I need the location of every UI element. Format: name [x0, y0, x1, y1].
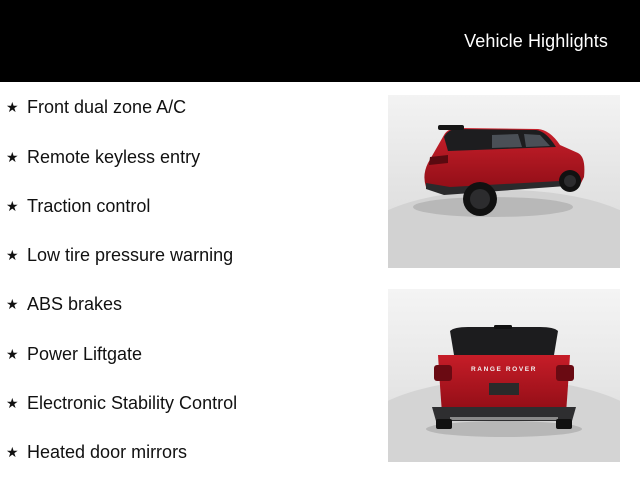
- car-photo: [388, 289, 620, 462]
- list-item: [6, 145, 200, 169]
- list-item: [6, 292, 122, 316]
- header-bar: [0, 0, 640, 82]
- feature-label: Traction control: [27, 195, 151, 216]
- vehicle-photo-rear-quarter: [388, 95, 620, 268]
- page-title: Vehicle Highlights: [464, 31, 608, 51]
- list-item: [6, 243, 233, 267]
- feature-label: Power Liftgate: [27, 343, 143, 364]
- star-icon: ★: [6, 197, 19, 214]
- star-icon: ★: [6, 98, 19, 115]
- range-rover-badge: RANGE ROVER: [471, 366, 537, 373]
- feature-label: Low tire pressure warning: [27, 244, 234, 265]
- list-item: [6, 391, 237, 415]
- feature-label: Remote keyless entry: [27, 146, 201, 167]
- star-icon: ★: [6, 345, 19, 362]
- vehicle-photo-rear: [388, 289, 620, 462]
- star-icon: ★: [6, 443, 19, 460]
- star-icon: ★: [6, 148, 19, 165]
- star-icon: ★: [6, 246, 19, 263]
- feature-label: Heated door mirrors: [27, 441, 188, 462]
- list-item: [6, 342, 142, 366]
- car-photo: [388, 95, 620, 268]
- list-item: [6, 440, 187, 464]
- feature-label: ABS brakes: [27, 293, 123, 314]
- feature-label: Front dual zone A/C: [27, 96, 187, 117]
- feature-label: Electronic Stability Control: [27, 392, 238, 413]
- star-icon: ★: [6, 394, 19, 411]
- list-item: [6, 95, 186, 119]
- list-item: [6, 194, 150, 218]
- star-icon: ★: [6, 295, 19, 312]
